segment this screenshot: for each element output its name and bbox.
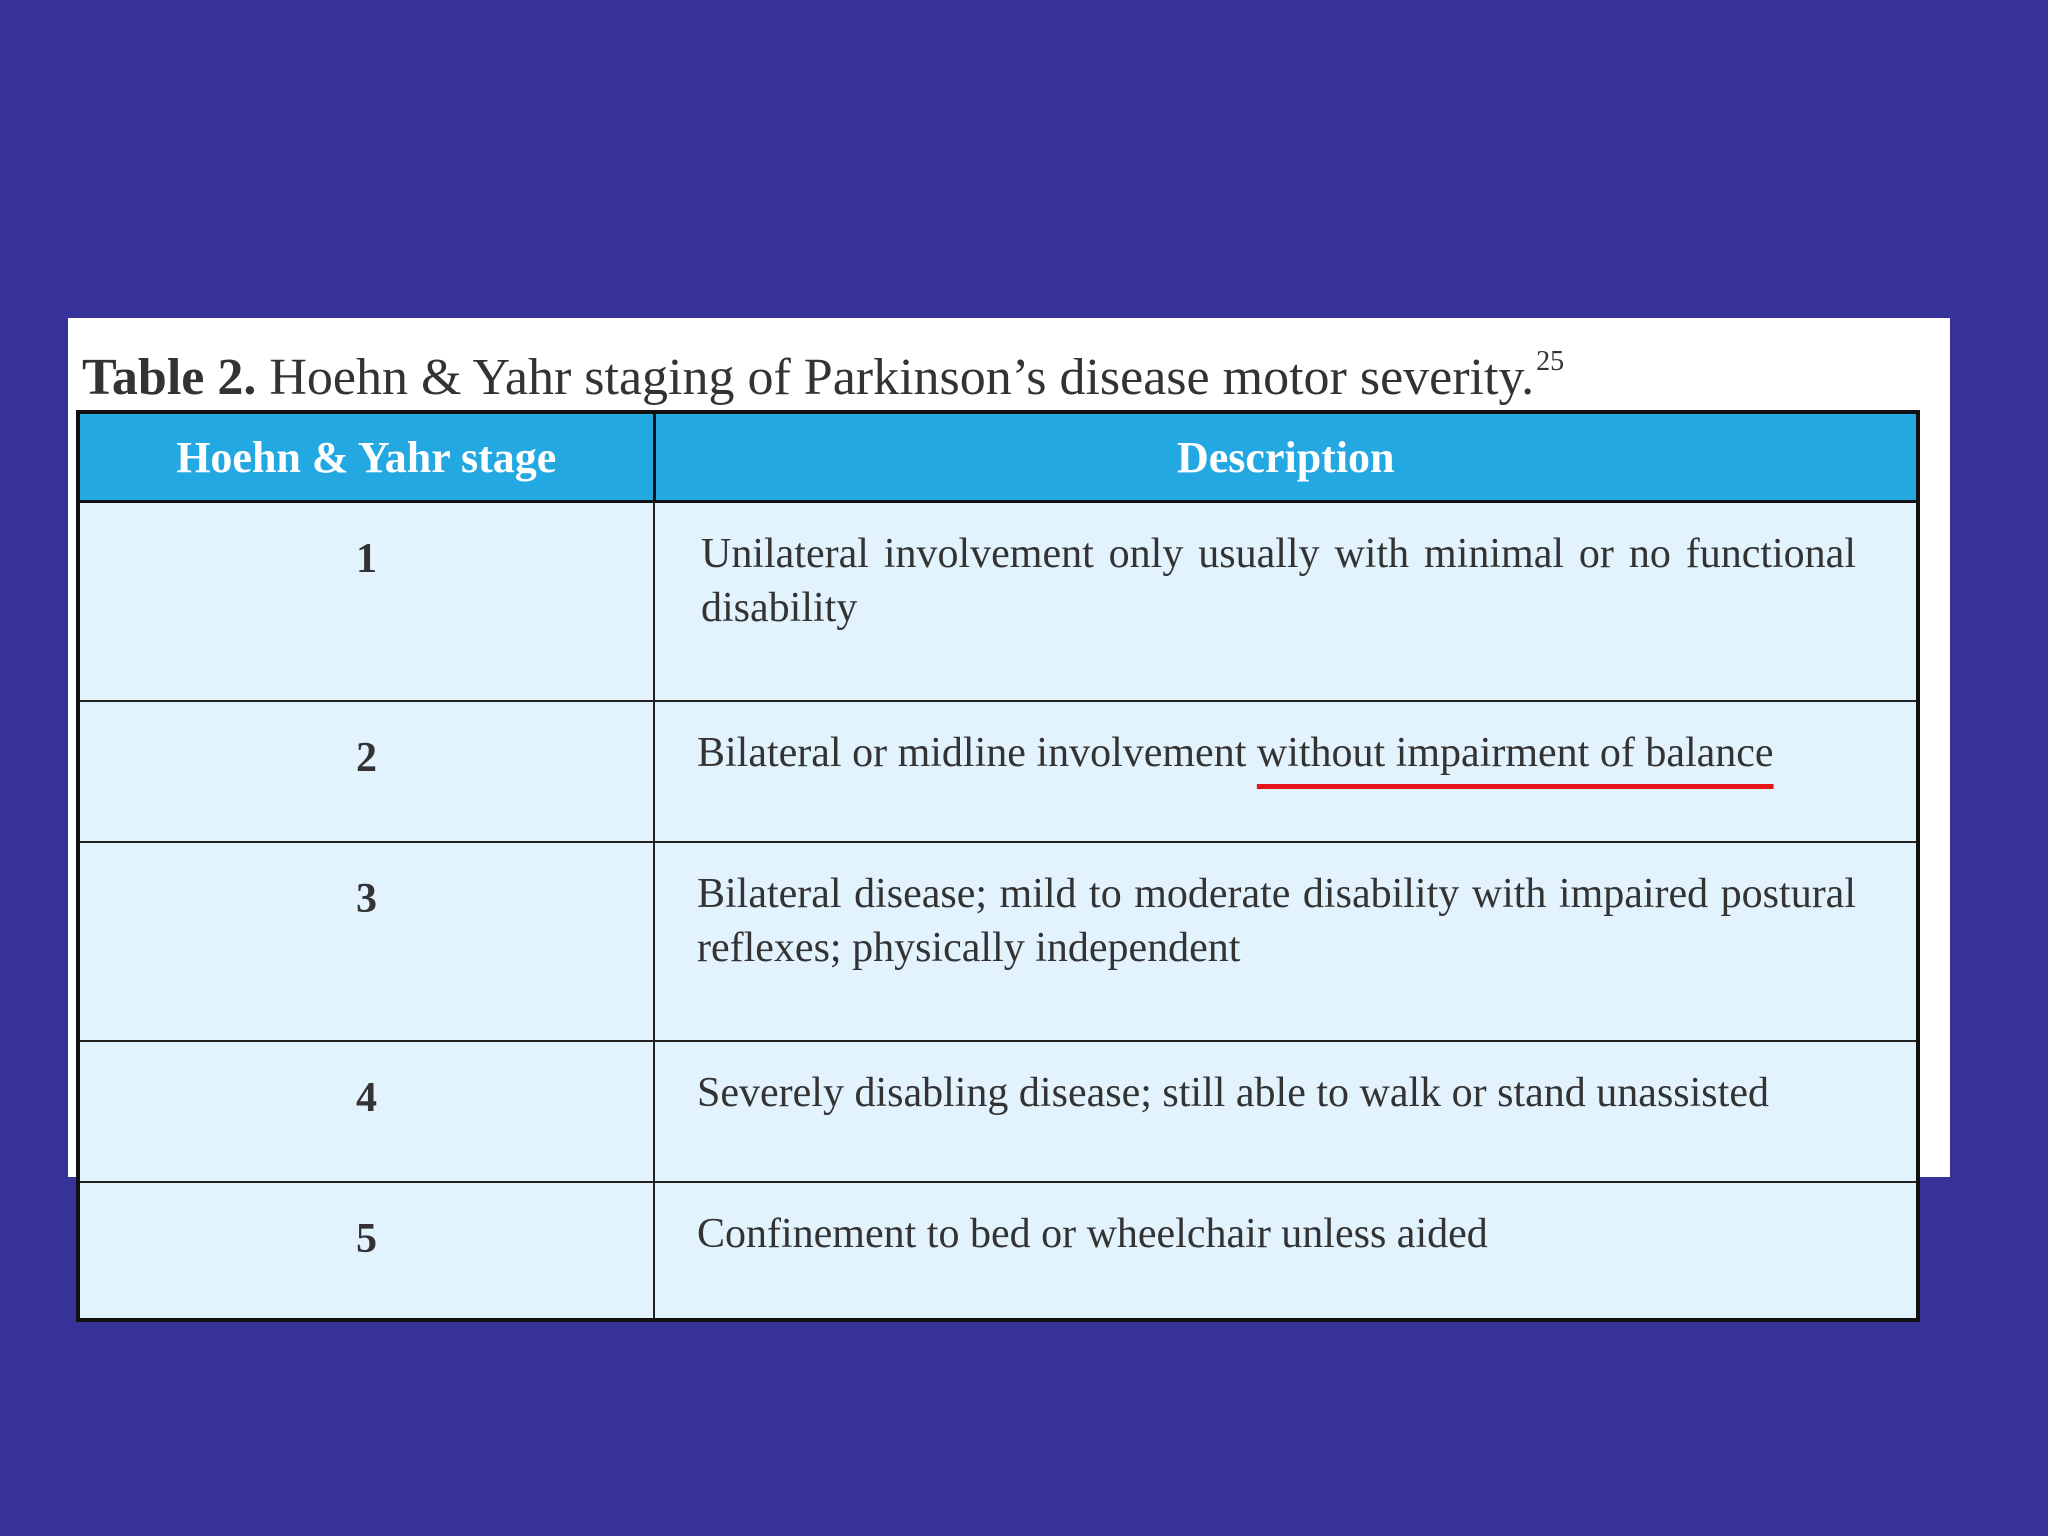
table-panel [68, 318, 1950, 1262]
description-text: Severely disabling disease; still able to walk or stand unassisted [697, 1070, 1769, 1116]
table-row [78, 701, 1918, 842]
description-cell [654, 1182, 1918, 1320]
header-description: Description [654, 412, 1918, 502]
table-caption [82, 318, 1564, 406]
table-row [78, 842, 1918, 1041]
highlighted-phrase: without impairment of balance [1256, 730, 1774, 776]
stage-cell: 2 [78, 701, 654, 842]
table-row [78, 1041, 1918, 1182]
description-text: Bilateral disease; mild to moderate disability with impaired postural reflexes; physically independent [697, 871, 1856, 971]
table-row [78, 1182, 1918, 1320]
stage-cell: 3 [78, 842, 654, 1041]
description-cell [654, 1041, 1918, 1182]
caption-label: Table 2. [82, 349, 257, 406]
description-cell [654, 842, 1918, 1041]
stage-cell: 5 [78, 1182, 654, 1320]
stage-cell: 4 [78, 1041, 654, 1182]
stage-cell: 1 [78, 502, 654, 702]
description-cell [654, 701, 1918, 842]
description-text: Bilateral or midline involvement [697, 730, 1257, 776]
table-row [78, 502, 1918, 702]
caption-footnote: 25 [1536, 346, 1565, 377]
description-cell [654, 502, 1918, 702]
header-stage: Hoehn & Yahr stage [78, 412, 654, 502]
caption-text: Hoehn & Yahr staging of Parkinson’s disease motor severity. [256, 349, 1535, 406]
table-header-row [78, 412, 1918, 502]
description-text: Confinement to bed or wheelchair unless aided [697, 1211, 1488, 1257]
hoehn-yahr-table [76, 410, 1920, 1322]
description-text: Unilateral involvement only usually with minimal or no functional disability [701, 531, 1856, 631]
